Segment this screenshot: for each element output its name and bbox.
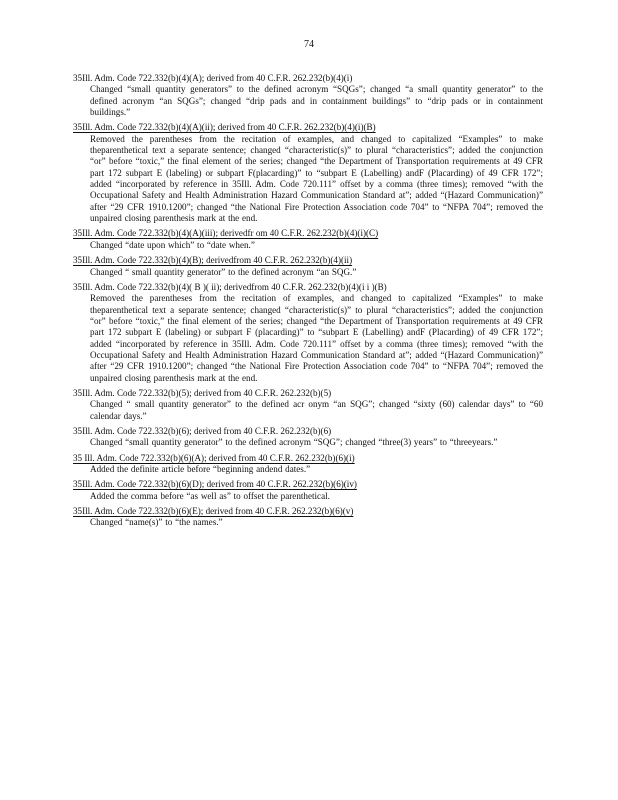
entry-citation: 35Ill. Adm. Code 722.332(b)(4)(A); derived from 40 C.F.R. 262.232(b)(4)(i) <box>73 73 353 83</box>
entry-citation: 35Ill. Adm. Code 722.332(b)(4)(A)(ii); derived from 40 C.F.R. 262.232(b)(4)(i)(B) <box>73 122 376 133</box>
entry-description: Removed the parentheses from the recitation of examples, and changed to capitalized “Examples” to make theparenthetical text a separate sentence; changed “characteristic(s)” to plural “characteristics”; added the conjunction “or” before “toxic,” the final element of the series; changed “the Department of Transportation requirements at 49 CFR part 172 subpart E (labeling) or subpart F (placarding)” to “subpart E (Labelling) andF (Placarding) of 49 CFR 172”; added “incorporated by reference in 35Ill. Adm. Code 720.111” offset by a comma (three times); removed “with the Occupational Safety and Health Administration Hazard Communication Standard at”; added “(Hazard Communication)” after “29 CFR 1910.1200”; changed “the National Fire Protection Association code 704” to “NFPA 704”; removed the unpaired closing parenthesis mark at the end. <box>90 293 543 383</box>
entry-description: Added the definite article before “beginning andend dates.” <box>90 464 311 474</box>
entry-citation: 35Ill. Adm. Code 722.332(b)(5); derived from 40 C.F.R. 262.232(b)(5) <box>73 387 332 398</box>
entry-description: Changed “small quantity generator” to the defined acronym “SQG”; changed “three(3) years” to “threeyears.” <box>90 437 498 448</box>
entry-description: Added the comma before “as well as” to offset the parenthetical. <box>90 490 330 501</box>
amendment-entry <box>73 479 543 502</box>
entry-description: Changed “date upon which” to “date when.” <box>90 239 255 250</box>
page-number: 74 <box>304 39 314 50</box>
amendment-entry <box>73 453 543 476</box>
entry-description: Removed the parentheses from the recitation of examples, and changed to capitalized “Examples” to make theparenthetical text a separate sentence; changed “characteristic(s)” to plural “characteristics”; added the conjunction “or” before “toxic,” the final element of the series; changed “the Department of Transportation requirements at 49 CFR part 172 subpart E (labeling) or subpart F(placarding)” to “subpart E (Labelling) andF (Placarding) of 49 CFR 172”; added “incorporated by reference in 35Ill. Adm. Code 720.111” offset by a comma (three times); removed “with the Occupational Safety and Health Administration Hazard Communication Standard at”; added “(Hazard Communication)” after “29 CFR 1910.1200”; changed “the National Fire Protection Association code 704” to “NFPA 704”; removed the unpaired closing parenthesis mark at the end. <box>90 133 543 224</box>
amendment-list <box>73 73 543 533</box>
amendment-entry <box>73 388 543 422</box>
entry-description: Changed “small quantity generators” to the defined acronym “SQGs”; changed “a small quantity generator” to the defined acronym “an SQGs”; changed “drip pads and in containment buildings” to “drip pads or in containment buildings.” <box>90 84 543 118</box>
entry-citation: 35 Ill. Adm. Code 722.332(b)(6)(A); derived from 40 C.F.R. 262.232(b)(6)(i) <box>73 452 355 463</box>
entry-description: Changed “ small quantity generator” to the defined acronym “an SQG.” <box>90 266 357 277</box>
amendment-entry <box>73 282 543 384</box>
amendment-entry <box>73 506 543 529</box>
amendment-entry <box>73 122 543 224</box>
entry-description: Changed “ small quantity generator” to the defined acr onym “an SQG”; changed “sixty (60) calendar days” to “60 calendar days.” <box>90 399 543 421</box>
entry-citation: 35Ill. Adm. Code 722.332(b)(4)(A)(iii); derivedfr om 40 C.F.R. 262.232(b)(4)(i)(C) <box>73 228 379 239</box>
entry-citation: 35Ill. Adm. Code 722.332(b)(6)(D); derived from 40 C.F.R. 262.232(b)(6)(iv) <box>73 479 357 490</box>
entry-description: Changed “name(s)” to “the names.” <box>90 517 223 528</box>
amendment-entry <box>73 73 543 118</box>
amendment-entry <box>73 426 543 449</box>
amendment-entry <box>73 228 543 251</box>
entry-citation: 35Ill. Adm. Code 722.332(b)(6); derived from 40 C.F.R. 262.232(b)(6) <box>73 425 332 436</box>
entry-citation: 35Ill. Adm. Code 722.332(b)(4)( B )( ii); derivedfrom 40 C.F.R. 262.232(b)(4)(i i )(B) <box>73 281 387 292</box>
entry-citation: 35Ill. Adm. Code 722.332(b)(6)(E); derived from 40 C.F.R. 262.232(b)(6)(v) <box>73 506 354 517</box>
amendment-entry <box>73 255 543 278</box>
entry-citation: 35Ill. Adm. Code 722.332(b)(4)(B); derivedfrom 40 C.F.R. 262.232(b)(4)(ii) <box>73 255 353 266</box>
